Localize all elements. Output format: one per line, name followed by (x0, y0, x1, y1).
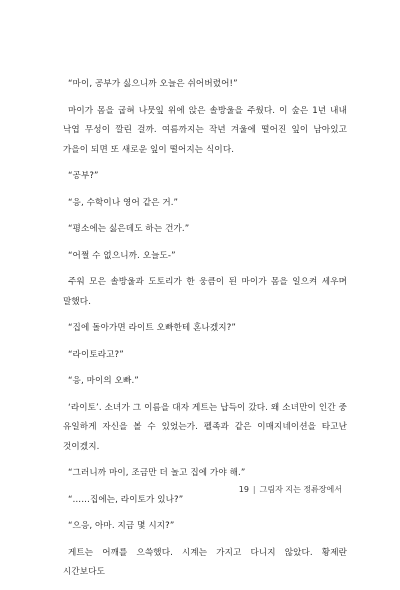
page-footer (239, 484, 342, 495)
paragraph: 마이가 몸을 굽혀 나뭇잎 위에 앉은 솔방울을 주웠다. 이 숲은 1년 내내 낙엽 무성이 깔린 걸까. 여름까지는 작년 겨울에 떨어진 잎이 남아있고 가을이 되면 또 새로운 잎이 떨어지는 식이다. (63, 105, 347, 155)
paragraph: “라이토라고?” (68, 349, 124, 360)
paragraph: “응, 수학이나 영어 같은 거.” (68, 197, 179, 208)
paragraph: “어쩔 수 없으니까. 오늘도-” (68, 250, 176, 261)
paragraph: “응, 마이의 오빠.” (68, 376, 139, 386)
footer-separator: | (252, 485, 256, 494)
paragraph: “집에 돌아가면 라이트 오빠한테 혼나겠지?” (68, 323, 236, 333)
page-number: 19 (238, 485, 249, 494)
paragraph: “그러니까 마이, 조금만 더 놀고 집에 가야 해.” (68, 468, 246, 478)
body-text (63, 75, 347, 590)
paragraph: ‘라이토’. 소녀가 그 이름을 대자 게트는 납득이 갔다. 왜 소녀만이 인간 중 유일하게 자신을 볼 수 있었는가. 펠족과 같은 이매지네이션을 타고난 것이겠지. (63, 402, 347, 452)
running-title: 그림자 지는 정류장에서 (259, 485, 342, 494)
paragraph: 주워 모은 솔방울과 도토리가 한 웅큼이 된 마이가 몸을 일으켜 세우며 말했다. (63, 277, 347, 307)
paragraph: 게트는 어깨를 으쓱했다. 시계는 가지고 다니지 않았다. 황제란 시간보다도 (63, 547, 347, 577)
paragraph: “평소에는 싫은데도 하는 건가.” (68, 224, 190, 234)
paragraph: “마이, 공부가 싫으니까 오늘은 쉬어버렸어!” (68, 79, 238, 89)
paragraph: “……집에는, 라이토가 있나?” (68, 494, 184, 505)
paragraph: “으응, 아마. 지금 몇 시지?” (68, 521, 175, 531)
paragraph: “공부?” (68, 171, 99, 181)
